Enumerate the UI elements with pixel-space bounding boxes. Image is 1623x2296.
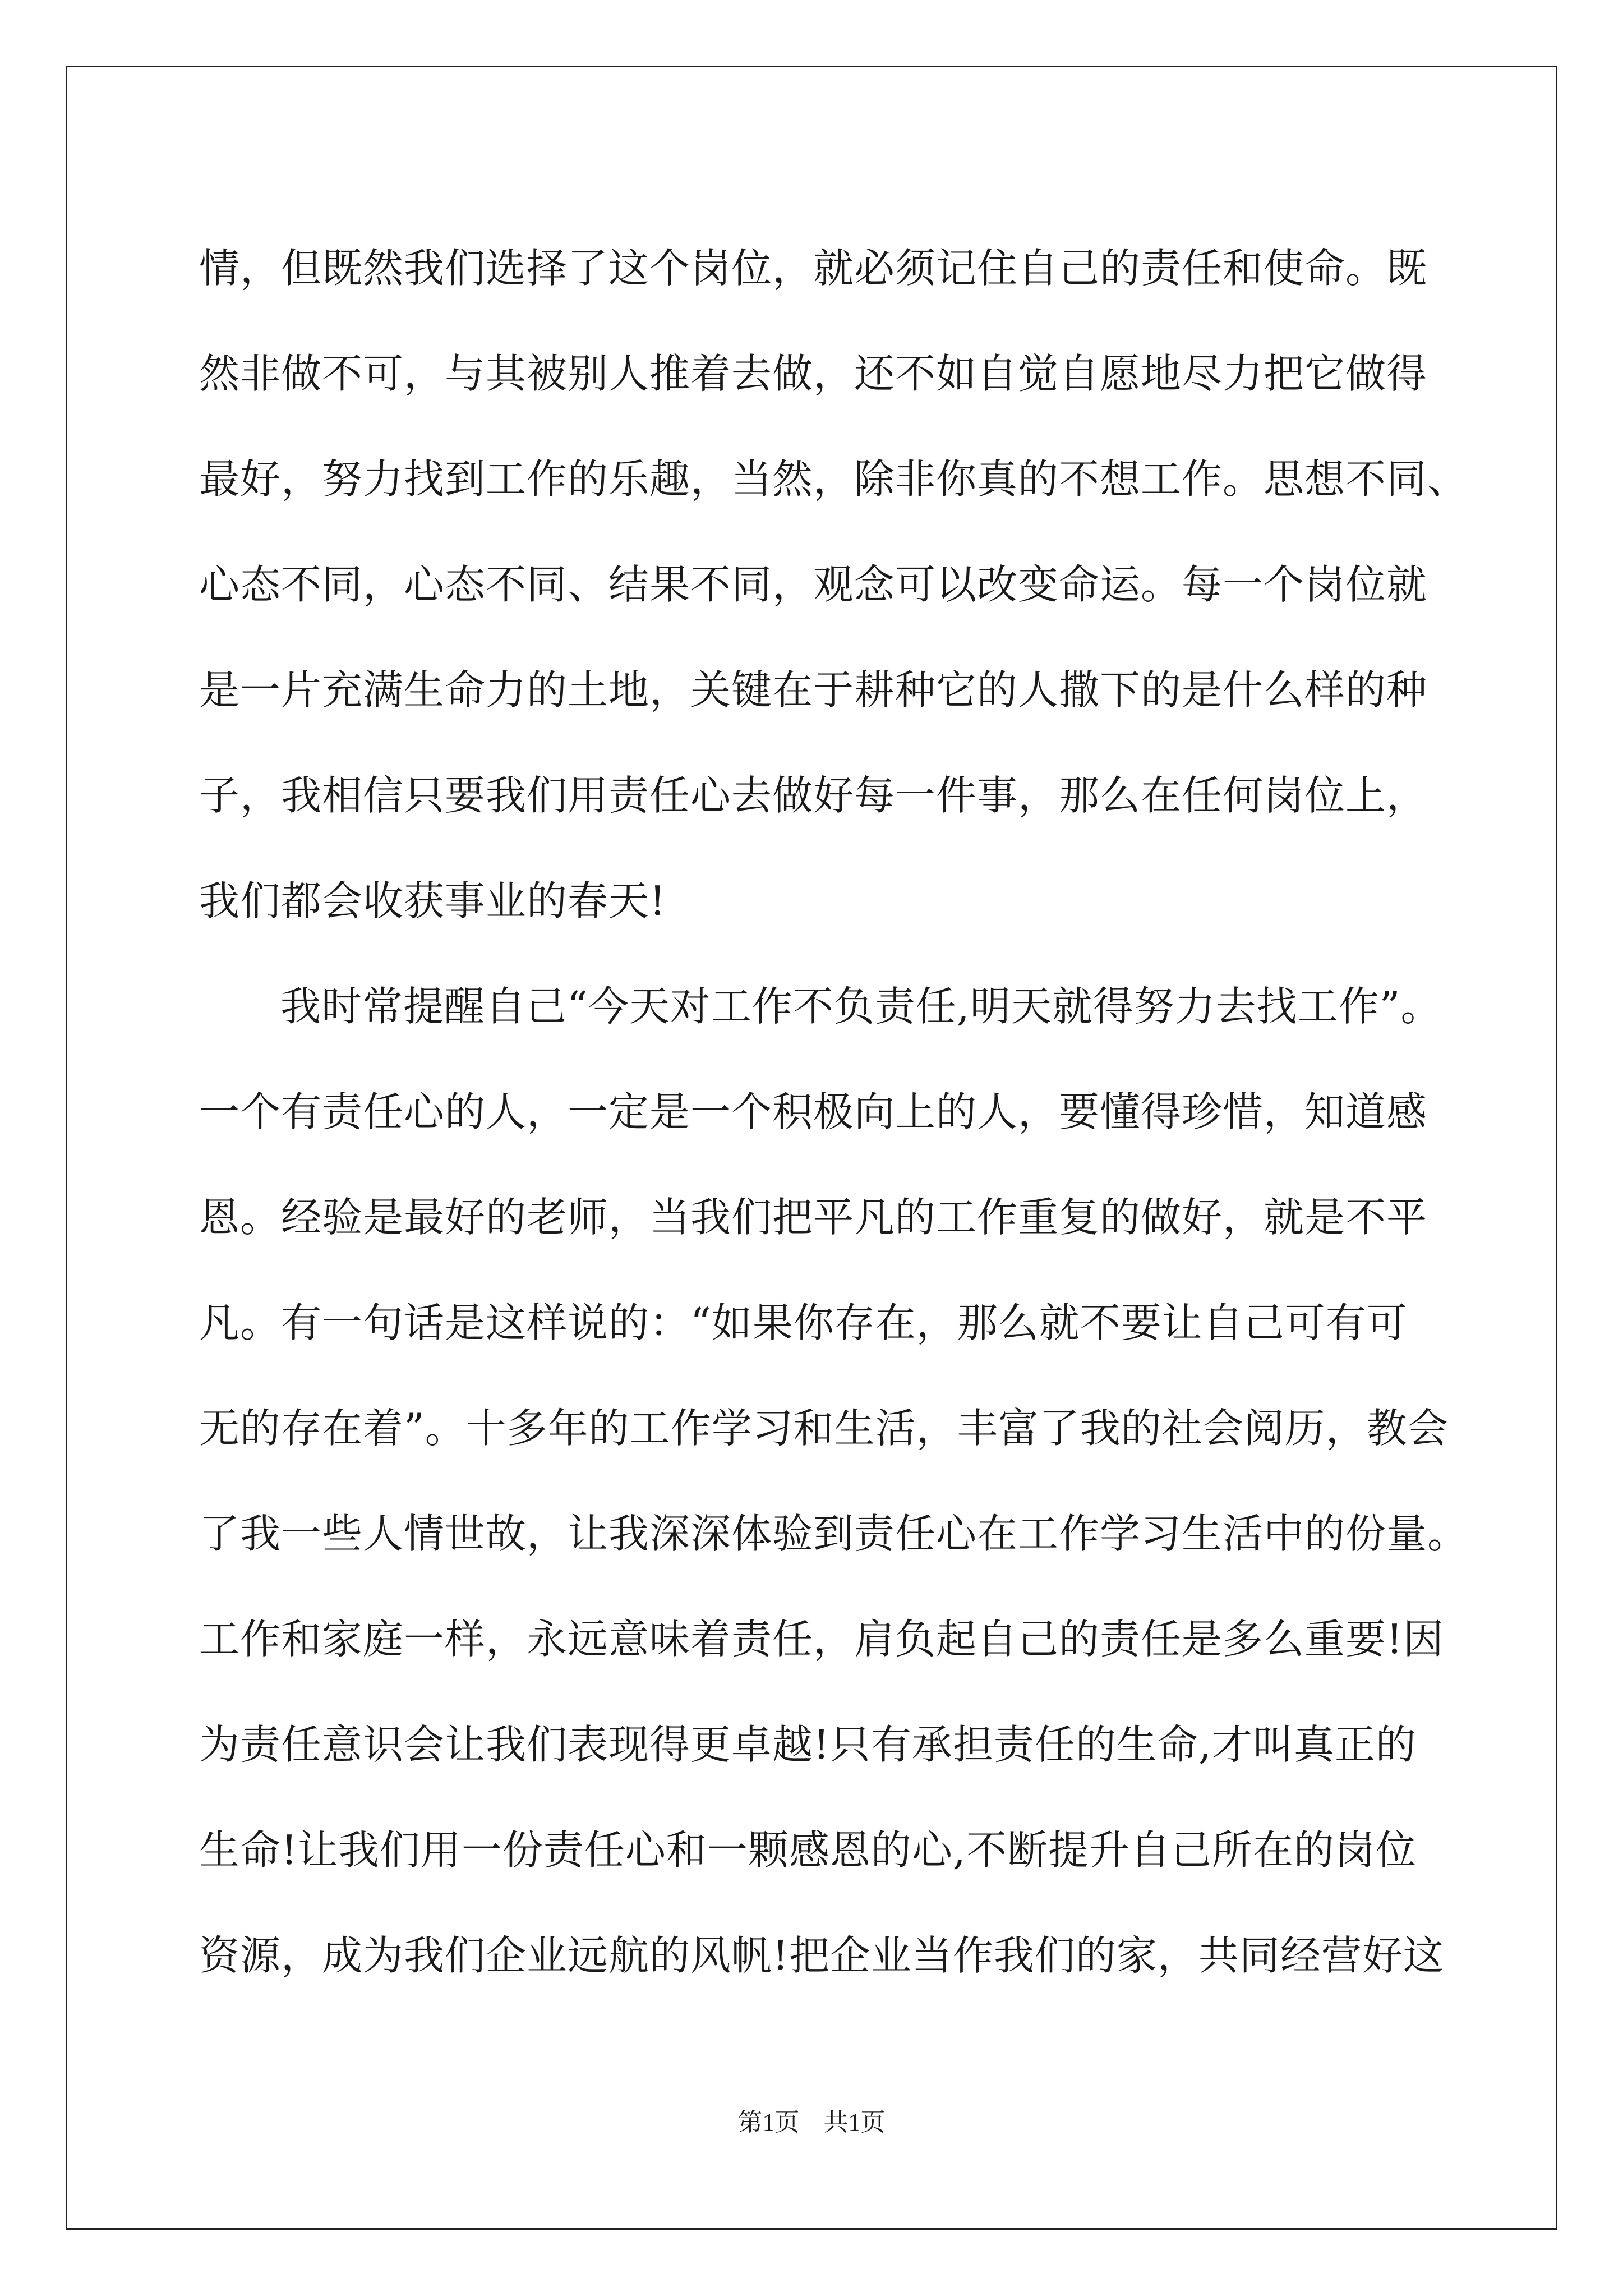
text-line: 最好，努力找到工作的乐趣，当然，除非你真的不想工作。思想不同、 [199,455,1469,503]
text-line: 为责任意识会让我们表现得更卓越!只有承担责任的生命,才叫真正的 [199,1721,1417,1768]
text-line: 情，但既然我们选择了这个岗位，就必须记住自己的责任和使命。既 [199,245,1428,292]
text-line: 生命!让我们用一份责任心和一颗感恩的心,不断提升自己所在的岗位 [199,1826,1417,1874]
body-text [199,215,1469,2008]
page-footer [0,2106,1623,2139]
text-line: 我们都会收获事业的春天! [199,877,666,924]
text-line: 是一片充满生命力的土地，关键在于耕种它的人撒下的是什么样的种 [199,666,1428,714]
text-line: 子，我相信只要我们用责任心去做好每一件事，那么在任何岗位上， [199,772,1428,819]
page-number: 第1页 [737,2109,800,2136]
text-line: 恩。经验是最好的老师，当我们把平凡的工作重复的做好，就是不平 [199,1194,1428,1241]
text-line: 了我一些人情世故，让我深深体验到责任心在工作学习生活中的份量。 [199,1510,1469,1557]
text-line: 凡。有一句话是这样说的：“如果你存在，那么就不要让自己可有可 [199,1299,1408,1346]
paragraph-start-line: 我时常提醒自己“今天对工作不负责任,明天就得努力去找工作”。 [280,983,1442,1030]
text-line: 资源，成为我们企业远航的风帆!把企业当作我们的家，共同经营好这 [199,1932,1444,1979]
text-line: 然非做不可，与其被别人推着去做，还不如自觉自愿地尽力把它做得 [199,350,1428,397]
text-line: 心态不同，心态不同、结果不同，观念可以改变命运。每一个岗位就 [199,561,1428,608]
text-line: 一个有责任心的人，一定是一个积极向上的人，要懂得珍惜，知道感 [199,1088,1428,1135]
text-line: 无的存在着”。十多年的工作学习和生活，丰富了我的社会阅历，教会 [199,1405,1449,1452]
page-total: 共1页 [823,2109,886,2136]
text-line: 工作和家庭一样，永远意味着责任，肩负起自己的责任是多么重要!因 [199,1616,1444,1663]
